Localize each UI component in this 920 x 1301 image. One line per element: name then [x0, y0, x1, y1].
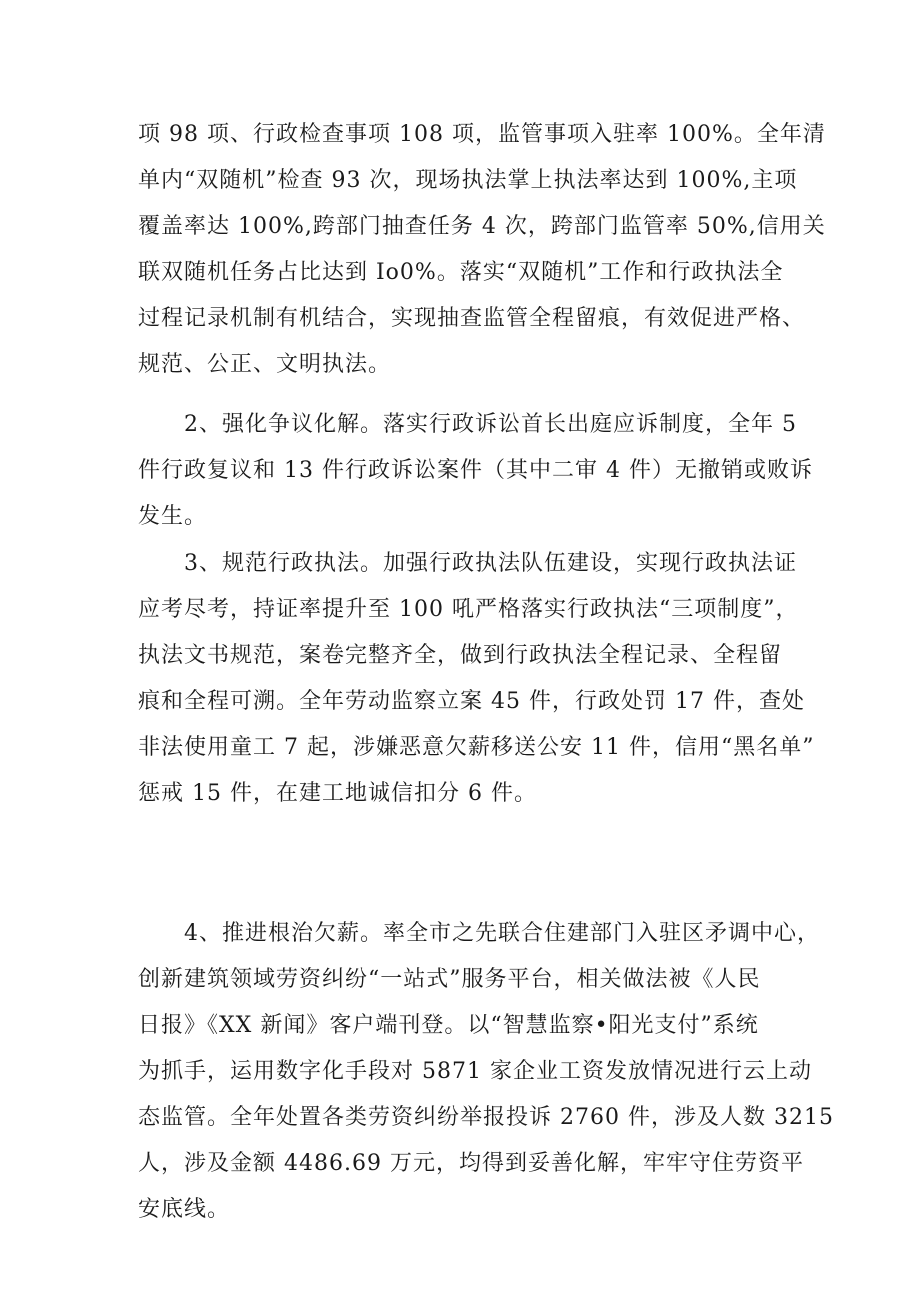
text-line: 规范、公正、文明执法。: [138, 352, 392, 377]
text-line: 人，涉及金额 4486.69 万元，均得到妥善化解，牢牢守住劳资平: [138, 1151, 804, 1176]
text-line: 执法文书规范，案卷完整齐全，做到行政执法全程记录、全程留: [138, 643, 783, 668]
text-line: 覆盖率达 100%,跨部门抽查任务 4 次，跨部门监管率 50%,信用关: [138, 214, 826, 239]
paragraph-dispute-resolution: [138, 402, 813, 540]
text-line: 件行政复议和 13 件行政诉讼案件（其中二审 4 件）无撤销或败诉: [138, 458, 813, 483]
text-line: 3、规范行政执法。加强行政执法队伍建设，实现行政执法证: [184, 551, 797, 576]
paragraph-regulate-law-enforcement: [138, 541, 815, 817]
text-line: 惩戒 15 件，在建工地诚信扣分 6 件。: [138, 781, 537, 806]
text-line: 联双随机任务占比达到 Io0%。落实“双随机”工作和行政执法全: [138, 260, 784, 285]
text-line: 日报》《XX 新闻》客户端刊登。以“智慧监察•阳光支付”系统: [138, 1013, 759, 1038]
text-line: 创新建筑领域劳资纠纷“一站式”服务平台，相关做法被《人民: [138, 967, 761, 992]
text-line: 单内“双随机”检查 93 次，现场执法掌上执法率达到 100%,主项: [138, 168, 798, 193]
text-line: 发生。: [138, 504, 208, 529]
paragraph-double-random-inspection: [138, 112, 826, 388]
text-line: 项 98 项、行政检查事项 108 项，监管事项入驻率 100%。全年清: [138, 122, 826, 147]
text-line: 安底线。: [138, 1197, 231, 1222]
text-line: 过程记录机制有机结合，实现抽查监管全程留痕，有效促进严格、: [138, 306, 806, 331]
text-line: 应考尽考，持证率提升至 100 吼严格落实行政执法“三项制度”，: [138, 597, 799, 622]
text-line: 非法使用童工 7 起，涉嫌恶意欠薪移送公安 11 件，信用“黑名单”: [138, 735, 815, 760]
text-line: 态监管。全年处置各类劳资纠纷举报投诉 2760 件，涉及人数 3215: [138, 1105, 834, 1130]
text-line: 痕和全程可溯。全年劳动监察立案 45 件，行政处罚 17 件，查处: [138, 689, 805, 714]
text-line: 为抓手，运用数字化手段对 5871 家企业工资发放情况进行云上动: [138, 1059, 812, 1084]
paragraph-wage-arrears-governance: [138, 911, 834, 1233]
text-line: 4、推进根治欠薪。率全市之先联合住建部门入驻区矛调中心，: [184, 921, 820, 946]
text-line: 2、强化争议化解。落实行政诉讼首长出庭应诉制度，全年 5: [184, 412, 797, 437]
